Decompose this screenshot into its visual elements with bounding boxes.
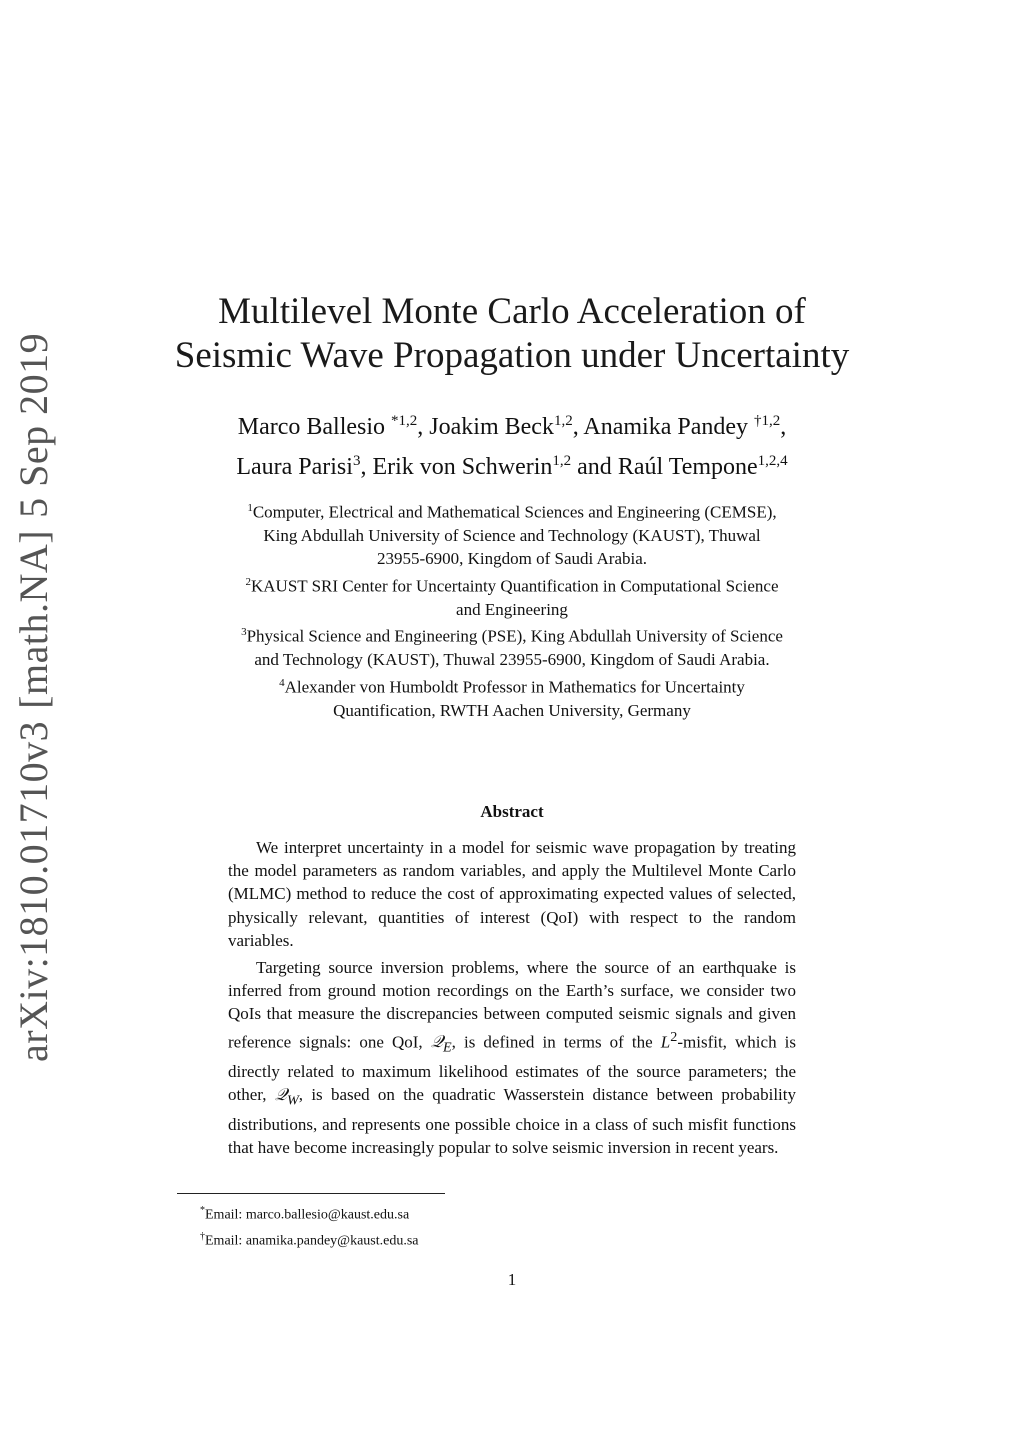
author-marks: 1,2	[553, 413, 573, 429]
affiliation-1-line-1	[0, 497, 1024, 524]
affiliation-text: Alexander von Humboldt Professor in Mathematics for Uncertainty	[284, 677, 745, 697]
abstract-paragraph-2	[228, 956, 796, 1159]
l2-symbol	[661, 1032, 670, 1051]
footnote-divider	[177, 1193, 445, 1194]
affiliation-mark: 1	[247, 502, 253, 514]
footnote-email: Email: marco.ballesio@kaust.edu.sa	[205, 1207, 410, 1223]
abstract-text: -misfit, which is directly related to maximum likelihood estimates of the source parameters; the other,	[228, 1032, 796, 1105]
author-marks: 1,2	[552, 453, 572, 469]
affiliation-2-line-2: and Engineering	[456, 599, 568, 619]
footnote-email: Email: anamika.pandey@kaust.edu.sa	[205, 1233, 419, 1249]
affiliation-4-line-2: Quantification, RWTH Aachen University, Germany	[333, 700, 691, 720]
affiliation-3-line-2: and Technology (KAUST), Thuwal 23955-6900, Kingdom of Saudi Arabia.	[254, 650, 770, 670]
abstract-text: , is defined in terms of the	[451, 1032, 661, 1052]
affiliation-mark: 2	[245, 575, 251, 588]
abstract-body	[228, 836, 796, 1159]
affiliation-2-line-1	[0, 571, 1024, 598]
affiliation-1-line-2: King Abdullah University of Science and Technology (KAUST), Thuwal	[263, 526, 761, 546]
affiliation-text: Physical Science and Engineering (PSE), King Abdullah University of Science	[246, 627, 783, 646]
arxiv-category: [math.NA]	[11, 529, 56, 709]
title-line-2: Seismic Wave Propagation under Uncertainty	[174, 335, 850, 376]
footnote-2	[200, 1226, 419, 1252]
qoi-symbol-w	[274, 1085, 299, 1109]
affiliation-3-line-1	[0, 621, 1024, 648]
math-symbol: L	[660, 1032, 671, 1052]
abstract-text: Targeting source inversion problems, where the source of an earthquake is inferred from ground motion recordings on the Earth’s surface, we consider two QoIs that measure the discrepancies between computed seismic signals and given reference signals: one QoI,	[228, 958, 796, 1052]
footnote-mark: *	[200, 1205, 205, 1216]
title-line-1: Multilevel Monte Carlo Acceleration of	[218, 291, 806, 332]
author-name: Anamika Pandey	[583, 414, 748, 440]
qoi-symbol-e	[430, 1032, 452, 1056]
author-name: Raúl Tempone	[617, 454, 758, 480]
affiliation-1-line-3: 23955-6900, Kingdom of Saudi Arabia.	[376, 549, 648, 569]
affiliation-4-line-1	[0, 672, 1024, 699]
math-subscript: W	[287, 1092, 299, 1109]
author-name: Laura Parisi	[236, 454, 353, 480]
authors-line-2: Laura Parisi$^3$, Erik von Schwerin$^{1,2}$ and Raúl Tempone$^{1,2,4}$	[236, 453, 788, 480]
author-marks: 3	[352, 453, 361, 469]
abstract-paragraph-1: We interpret uncertainty in a model for seismic wave propagation by treating the model parameters as random variables, and apply the Multilevel Monte Carlo (MLMC) method to reduce the cost of approximating expected values of selected, physically relevant, quantities of interest (QoI) with respect to the random variables.	[228, 838, 796, 950]
author-marks: †1,2	[754, 413, 781, 429]
paper-title	[0, 290, 1024, 378]
abstract-text: , is based on the quadratic Wasserstein distance between probability distributions, and represents one possible choice in a class of such misfit functions that have become increasingly popular to solve seismic inversion in recent years.	[228, 1085, 796, 1157]
footnote-mark: †	[200, 1230, 205, 1242]
author-name: Erik von Schwerin	[372, 454, 553, 480]
author-marks: *1,2	[391, 413, 418, 429]
affiliation-text: KAUST SRI Center for Uncertainty Quantification in Computational Science	[250, 576, 779, 596]
math-superscript: 2	[670, 1028, 678, 1045]
footnotes	[200, 1200, 419, 1251]
affiliations	[0, 497, 1024, 722]
author-list	[0, 404, 1024, 484]
author-name: Marco Ballesio	[237, 414, 386, 440]
abstract-heading: Abstract	[480, 802, 544, 821]
affiliation-mark: 3	[241, 626, 247, 639]
arxiv-date: 5 Sep 2019	[11, 332, 56, 518]
arxiv-id: arXiv:1810.01710v3	[11, 720, 56, 1062]
authors-line-1: Marco Ballesio $^{*1,2}$, Joakim Beck$^{1,2}$, Anamika Pandey $^{\dagger 1,2}$,	[237, 413, 787, 440]
page-number: 1	[507, 1270, 517, 1289]
footnote-1	[200, 1200, 419, 1226]
author-marks: 1,2,4	[757, 453, 788, 469]
affiliation-mark: 4	[279, 676, 285, 689]
author-name: Joakim Beck	[429, 414, 554, 440]
math-symbol: 𝒬	[274, 1085, 287, 1105]
math-symbol: 𝒬	[430, 1032, 443, 1052]
math-subscript: E	[442, 1039, 452, 1056]
affiliation-text: Computer, Electrical and Mathematical Sciences and Engineering (CEMSE),	[252, 502, 777, 522]
